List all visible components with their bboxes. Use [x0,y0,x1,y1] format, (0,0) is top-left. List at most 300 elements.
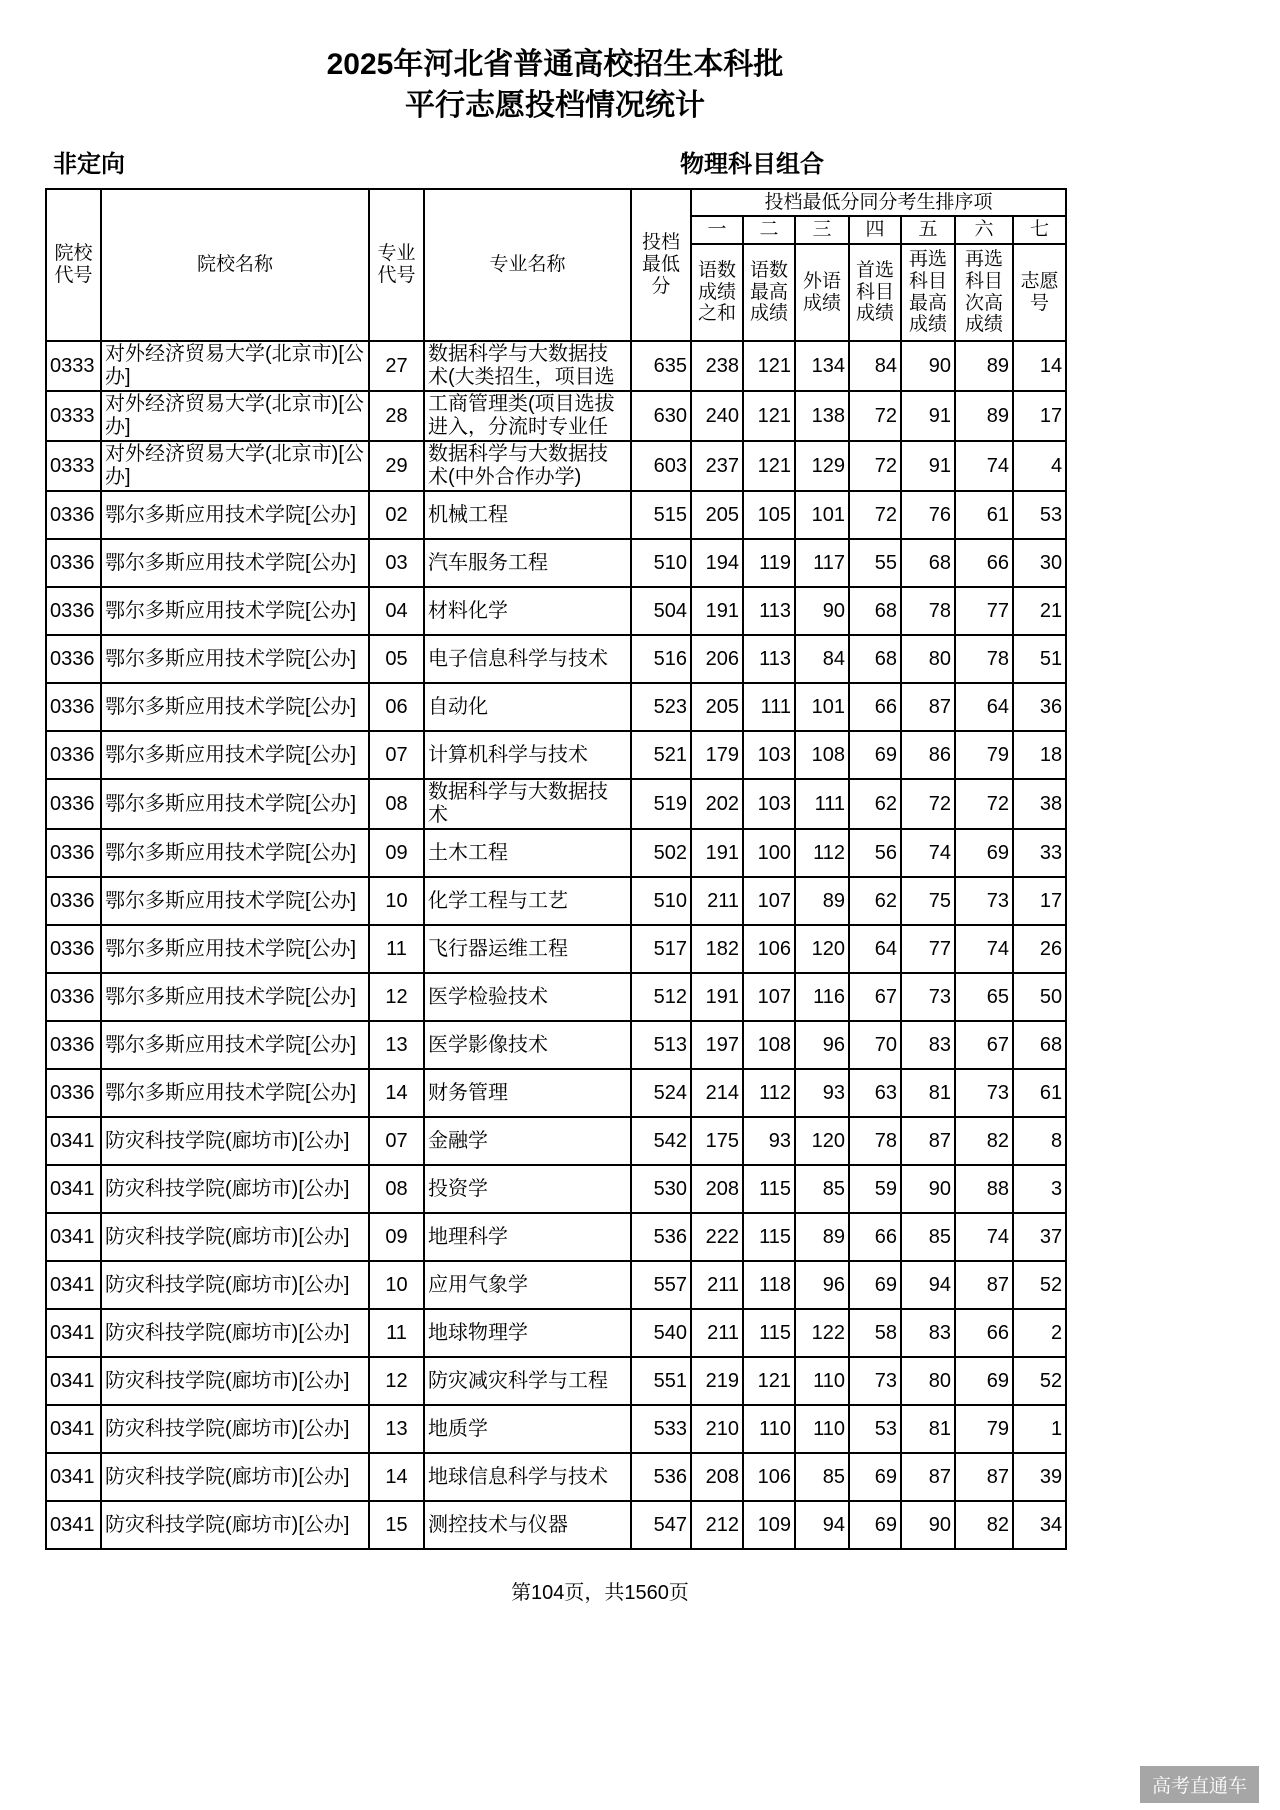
major-name-cell: 应用气象学 [424,1261,631,1309]
tiebreak-2-cell: 115 [743,1309,795,1357]
college-name-cell: 鄂尔多斯应用技术学院[公办] [101,779,369,829]
tiebreak-7-cell: 21 [1013,587,1066,635]
table-row [46,635,1066,683]
tiebreak-2-cell: 113 [743,635,795,683]
min-score-cell: 547 [631,1501,691,1549]
tiebreak-4-cell: 67 [849,973,901,1021]
tiebreak-6-cell: 69 [955,829,1013,877]
tiebreak-3-cell: 89 [795,1213,849,1261]
tiebreak-2-cell: 106 [743,1453,795,1501]
table-row [46,1357,1066,1405]
tiebreak-6-cell: 82 [955,1117,1013,1165]
tiebreak-4-cell: 72 [849,441,901,491]
min-score-cell: 551 [631,1357,691,1405]
watermark-badge: 高考直通车 [1140,1766,1259,1803]
tiebreak-1-cell: 191 [691,587,743,635]
college-name-cell: 对外经济贸易大学(北京市)[公办] [101,341,369,391]
tiebreak-1-cell: 191 [691,829,743,877]
page-indicator: 第104页，共1560页 [511,1582,689,1604]
major-code-cell: 09 [369,829,424,877]
header-college-name: 院校名称 [101,189,369,341]
major-code-cell: 06 [369,683,424,731]
table-row [46,683,1066,731]
tiebreak-6-cell: 72 [955,779,1013,829]
min-score-cell: 603 [631,441,691,491]
major-name-cell: 数据科学与大数据技术 [424,779,631,829]
tiebreak-3-cell: 96 [795,1261,849,1309]
table-body [46,341,1066,1549]
tiebreak-6-cell: 88 [955,1165,1013,1213]
tiebreak-2-cell: 107 [743,973,795,1021]
college-name-cell: 鄂尔多斯应用技术学院[公办] [101,973,369,1021]
tiebreak-6-cell: 66 [955,1309,1013,1357]
major-code-cell: 08 [369,1165,424,1213]
tiebreak-3-cell: 85 [795,1165,849,1213]
tiebreak-7-cell: 30 [1013,539,1066,587]
table-row [46,829,1066,877]
major-name-cell: 自动化 [424,683,631,731]
table-row [46,1021,1066,1069]
table-row [46,1501,1066,1549]
label-row [45,144,1065,176]
college-name-cell: 鄂尔多斯应用技术学院[公办] [101,1069,369,1117]
tiebreak-7-cell: 18 [1013,731,1066,779]
tiebreak-3-cell: 112 [795,829,849,877]
tiebreak-2-cell: 109 [743,1501,795,1549]
tiebreak-3-cell: 120 [795,1117,849,1165]
table-row [46,441,1066,491]
tiebreak-7-cell: 2 [1013,1309,1066,1357]
tiebreak-1-cell: 175 [691,1117,743,1165]
tiebreak-4-cell: 66 [849,1213,901,1261]
college-name-cell: 防灾科技学院(廊坊市)[公办] [101,1165,369,1213]
tiebreak-4-cell: 58 [849,1309,901,1357]
tiebreak-7-cell: 17 [1013,877,1066,925]
header-ordinal-1: 一 [691,216,743,244]
college-code-cell: 0333 [46,391,101,441]
table-row [46,1261,1066,1309]
tiebreak-6-cell: 89 [955,391,1013,441]
tiebreak-5-cell: 94 [901,1261,955,1309]
major-code-cell: 10 [369,1261,424,1309]
tiebreak-3-cell: 116 [795,973,849,1021]
tiebreak-3-cell: 101 [795,491,849,539]
table-row [46,587,1066,635]
tiebreak-1-cell: 211 [691,1261,743,1309]
tiebreak-4-cell: 73 [849,1357,901,1405]
header-ordinal-7: 七 [1013,216,1066,244]
tiebreak-4-cell: 68 [849,587,901,635]
college-code-cell: 0341 [46,1213,101,1261]
tiebreak-5-cell: 83 [901,1309,955,1357]
tiebreak-5-cell: 74 [901,829,955,877]
college-name-cell: 防灾科技学院(廊坊市)[公办] [101,1453,369,1501]
college-code-cell: 0336 [46,973,101,1021]
tiebreak-2-cell: 93 [743,1117,795,1165]
tiebreak-7-cell: 4 [1013,441,1066,491]
tiebreak-2-cell: 119 [743,539,795,587]
tiebreak-1-cell: 206 [691,635,743,683]
min-score-cell: 523 [631,683,691,731]
tiebreak-4-cell: 69 [849,731,901,779]
major-name-cell: 土木工程 [424,829,631,877]
tiebreak-5-cell: 77 [901,925,955,973]
header-major-name: 专业名称 [424,189,631,341]
tiebreak-2-cell: 118 [743,1261,795,1309]
table-row [46,1069,1066,1117]
tiebreak-5-cell: 81 [901,1405,955,1453]
tiebreak-6-cell: 61 [955,491,1013,539]
college-name-cell: 鄂尔多斯应用技术学院[公办] [101,925,369,973]
header-ordinal-6: 六 [955,216,1013,244]
header-min-score: 投档最低分 [631,189,691,341]
tiebreak-3-cell: 134 [795,341,849,391]
college-code-cell: 0336 [46,779,101,829]
tiebreak-7-cell: 52 [1013,1261,1066,1309]
tiebreak-1-cell: 202 [691,779,743,829]
page-content [45,0,1065,1605]
college-name-cell: 对外经济贸易大学(北京市)[公办] [101,391,369,441]
college-code-cell: 0341 [46,1501,101,1549]
tiebreak-4-cell: 62 [849,779,901,829]
tiebreak-6-cell: 74 [955,1213,1013,1261]
header-row-1 [46,189,1066,216]
tiebreak-7-cell: 37 [1013,1213,1066,1261]
tiebreak-3-cell: 110 [795,1357,849,1405]
min-score-cell: 542 [631,1117,691,1165]
tiebreak-4-cell: 62 [849,877,901,925]
tiebreak-3-cell: 84 [795,635,849,683]
tiebreak-6-cell: 74 [955,441,1013,491]
tiebreak-7-cell: 61 [1013,1069,1066,1117]
tiebreak-5-cell: 80 [901,1357,955,1405]
tiebreak-6-cell: 69 [955,1357,1013,1405]
table-row [46,731,1066,779]
table-row [46,925,1066,973]
college-name-cell: 防灾科技学院(廊坊市)[公办] [101,1117,369,1165]
tiebreak-6-cell: 82 [955,1501,1013,1549]
college-code-cell: 0333 [46,341,101,391]
tiebreak-7-cell: 38 [1013,779,1066,829]
major-name-cell: 飞行器运维工程 [424,925,631,973]
tiebreak-7-cell: 39 [1013,1453,1066,1501]
header-ordinal-4: 四 [849,216,901,244]
major-code-cell: 14 [369,1453,424,1501]
major-name-cell: 测控技术与仪器 [424,1501,631,1549]
tiebreak-1-cell: 222 [691,1213,743,1261]
tiebreak-4-cell: 56 [849,829,901,877]
major-code-cell: 07 [369,731,424,779]
college-name-cell: 鄂尔多斯应用技术学院[公办] [101,635,369,683]
tiebreak-3-cell: 110 [795,1405,849,1453]
major-code-cell: 13 [369,1405,424,1453]
tiebreak-6-cell: 74 [955,925,1013,973]
major-name-cell: 防灾减灾科学与工程 [424,1357,631,1405]
tiebreak-5-cell: 73 [901,973,955,1021]
tiebreak-1-cell: 214 [691,1069,743,1117]
header-tiebreak-group: 投档最低分同分考生排序项 [691,189,1066,216]
min-score-cell: 510 [631,539,691,587]
college-code-cell: 0341 [46,1165,101,1213]
table-row [46,391,1066,441]
min-score-cell: 513 [631,1021,691,1069]
tiebreak-6-cell: 87 [955,1261,1013,1309]
tiebreak-2-cell: 121 [743,1357,795,1405]
tiebreak-6-cell: 73 [955,1069,1013,1117]
college-code-cell: 0341 [46,1117,101,1165]
college-name-cell: 鄂尔多斯应用技术学院[公办] [101,683,369,731]
page-title-line1: 2025年河北省普通高校招生本科批 [326,48,784,81]
min-score-cell: 557 [631,1261,691,1309]
header-tiebreak-7: 志愿号 [1013,244,1066,341]
min-score-cell: 630 [631,391,691,441]
tiebreak-1-cell: 197 [691,1021,743,1069]
tiebreak-3-cell: 129 [795,441,849,491]
tiebreak-1-cell: 237 [691,441,743,491]
college-name-cell: 鄂尔多斯应用技术学院[公办] [101,731,369,779]
college-code-cell: 0336 [46,877,101,925]
tiebreak-5-cell: 91 [901,391,955,441]
min-score-cell: 517 [631,925,691,973]
tiebreak-2-cell: 121 [743,341,795,391]
tiebreak-7-cell: 68 [1013,1021,1066,1069]
tiebreak-4-cell: 64 [849,925,901,973]
header-tiebreak-3: 外语成绩 [795,244,849,341]
college-name-cell: 鄂尔多斯应用技术学院[公办] [101,587,369,635]
tiebreak-3-cell: 101 [795,683,849,731]
tiebreak-7-cell: 26 [1013,925,1066,973]
tiebreak-5-cell: 87 [901,683,955,731]
tiebreak-5-cell: 78 [901,587,955,635]
tiebreak-5-cell: 76 [901,491,955,539]
tiebreak-2-cell: 103 [743,779,795,829]
subject-combo-label: 物理科目组合 [680,151,824,178]
tiebreak-5-cell: 85 [901,1213,955,1261]
major-name-cell: 数据科学与大数据技术(大类招生，项目选 [424,341,631,391]
college-name-cell: 防灾科技学院(廊坊市)[公办] [101,1501,369,1549]
major-name-cell: 地球物理学 [424,1309,631,1357]
college-name-cell: 鄂尔多斯应用技术学院[公办] [101,829,369,877]
major-code-cell: 14 [369,1069,424,1117]
tiebreak-6-cell: 66 [955,539,1013,587]
min-score-cell: 635 [631,341,691,391]
tiebreak-4-cell: 72 [849,391,901,441]
tiebreak-1-cell: 219 [691,1357,743,1405]
header-tiebreak-4: 首选科目成绩 [849,244,901,341]
tiebreak-3-cell: 96 [795,1021,849,1069]
tiebreak-1-cell: 179 [691,731,743,779]
college-code-cell: 0341 [46,1357,101,1405]
tiebreak-4-cell: 59 [849,1165,901,1213]
college-name-cell: 防灾科技学院(廊坊市)[公办] [101,1357,369,1405]
min-score-cell: 521 [631,731,691,779]
major-name-cell: 金融学 [424,1117,631,1165]
tiebreak-3-cell: 122 [795,1309,849,1357]
table-header [46,189,1066,341]
major-code-cell: 28 [369,391,424,441]
min-score-cell: 504 [631,587,691,635]
tiebreak-7-cell: 52 [1013,1357,1066,1405]
tiebreak-4-cell: 72 [849,491,901,539]
tiebreak-7-cell: 36 [1013,683,1066,731]
tiebreak-5-cell: 75 [901,877,955,925]
college-code-cell: 0336 [46,829,101,877]
tiebreak-6-cell: 79 [955,731,1013,779]
tiebreak-7-cell: 34 [1013,1501,1066,1549]
major-code-cell: 12 [369,973,424,1021]
table-row [46,779,1066,829]
tiebreak-2-cell: 121 [743,441,795,491]
tiebreak-1-cell: 211 [691,1309,743,1357]
min-score-cell: 524 [631,1069,691,1117]
major-name-cell: 地球信息科学与技术 [424,1453,631,1501]
tiebreak-2-cell: 112 [743,1069,795,1117]
tiebreak-3-cell: 90 [795,587,849,635]
tiebreak-6-cell: 73 [955,877,1013,925]
major-name-cell: 机械工程 [424,491,631,539]
major-name-cell: 财务管理 [424,1069,631,1117]
college-name-cell: 防灾科技学院(廊坊市)[公办] [101,1261,369,1309]
tiebreak-3-cell: 93 [795,1069,849,1117]
tiebreak-3-cell: 117 [795,539,849,587]
tiebreak-1-cell: 194 [691,539,743,587]
min-score-cell: 536 [631,1453,691,1501]
major-name-cell: 工商管理类(项目选拔进入，分流时专业任 [424,391,631,441]
major-name-cell: 汽车服务工程 [424,539,631,587]
min-score-cell: 515 [631,491,691,539]
min-score-cell: 530 [631,1165,691,1213]
tiebreak-1-cell: 211 [691,877,743,925]
tiebreak-4-cell: 69 [849,1501,901,1549]
header-tiebreak-6: 再选科目次高成绩 [955,244,1013,341]
college-code-cell: 0336 [46,587,101,635]
tiebreak-5-cell: 86 [901,731,955,779]
tiebreak-5-cell: 90 [901,341,955,391]
major-code-cell: 15 [369,1501,424,1549]
tiebreak-2-cell: 105 [743,491,795,539]
tiebreak-2-cell: 121 [743,391,795,441]
college-code-cell: 0336 [46,491,101,539]
major-code-cell: 08 [369,779,424,829]
major-name-cell: 医学检验技术 [424,973,631,1021]
tiebreak-3-cell: 138 [795,391,849,441]
tiebreak-6-cell: 89 [955,341,1013,391]
table-row [46,341,1066,391]
tiebreak-7-cell: 3 [1013,1165,1066,1213]
major-code-cell: 27 [369,341,424,391]
college-code-cell: 0336 [46,1021,101,1069]
college-code-cell: 0336 [46,539,101,587]
tiebreak-1-cell: 191 [691,973,743,1021]
tiebreak-7-cell: 1 [1013,1405,1066,1453]
min-score-cell: 510 [631,877,691,925]
tiebreak-1-cell: 205 [691,491,743,539]
college-code-cell: 0341 [46,1309,101,1357]
tiebreak-1-cell: 208 [691,1453,743,1501]
tiebreak-6-cell: 87 [955,1453,1013,1501]
tiebreak-7-cell: 51 [1013,635,1066,683]
tiebreak-1-cell: 205 [691,683,743,731]
tiebreak-4-cell: 84 [849,341,901,391]
tiebreak-5-cell: 72 [901,779,955,829]
min-score-cell: 540 [631,1309,691,1357]
tiebreak-3-cell: 111 [795,779,849,829]
major-name-cell: 数据科学与大数据技术(中外合作办学) [424,441,631,491]
major-code-cell: 29 [369,441,424,491]
tiebreak-4-cell: 55 [849,539,901,587]
tiebreak-2-cell: 110 [743,1405,795,1453]
min-score-cell: 519 [631,779,691,829]
tiebreak-2-cell: 106 [743,925,795,973]
tiebreak-1-cell: 182 [691,925,743,973]
min-score-cell: 533 [631,1405,691,1453]
major-code-cell: 05 [369,635,424,683]
major-code-cell: 03 [369,539,424,587]
table-row [46,1165,1066,1213]
tiebreak-6-cell: 77 [955,587,1013,635]
tiebreak-5-cell: 87 [901,1117,955,1165]
table-row [46,973,1066,1021]
header-ordinal-3: 三 [795,216,849,244]
table-row [46,1309,1066,1357]
min-score-cell: 512 [631,973,691,1021]
major-name-cell: 电子信息科学与技术 [424,635,631,683]
major-code-cell: 07 [369,1117,424,1165]
header-tiebreak-1: 语数成绩之和 [691,244,743,341]
tiebreak-5-cell: 68 [901,539,955,587]
tiebreak-4-cell: 63 [849,1069,901,1117]
college-name-cell: 鄂尔多斯应用技术学院[公办] [101,539,369,587]
tiebreak-5-cell: 90 [901,1165,955,1213]
college-code-cell: 0336 [46,1069,101,1117]
tiebreak-2-cell: 107 [743,877,795,925]
major-code-cell: 10 [369,877,424,925]
page-title-line2: 平行志愿投档情况统计 [405,88,705,122]
college-code-cell: 0341 [46,1261,101,1309]
min-score-cell: 502 [631,829,691,877]
tiebreak-5-cell: 80 [901,635,955,683]
min-score-cell: 536 [631,1213,691,1261]
tiebreak-3-cell: 120 [795,925,849,973]
tiebreak-1-cell: 210 [691,1405,743,1453]
tiebreak-2-cell: 100 [743,829,795,877]
tiebreak-6-cell: 79 [955,1405,1013,1453]
tiebreak-2-cell: 108 [743,1021,795,1069]
college-code-cell: 0333 [46,441,101,491]
college-code-cell: 0336 [46,731,101,779]
college-name-cell: 防灾科技学院(廊坊市)[公办] [101,1405,369,1453]
college-code-cell: 0341 [46,1405,101,1453]
tiebreak-4-cell: 66 [849,683,901,731]
tiebreak-6-cell: 64 [955,683,1013,731]
tiebreak-1-cell: 238 [691,341,743,391]
tiebreak-4-cell: 69 [849,1261,901,1309]
tiebreak-2-cell: 113 [743,587,795,635]
min-score-cell: 516 [631,635,691,683]
major-name-cell: 医学影像技术 [424,1021,631,1069]
table-row [46,539,1066,587]
college-name-cell: 对外经济贸易大学(北京市)[公办] [101,441,369,491]
tiebreak-4-cell: 69 [849,1453,901,1501]
college-code-cell: 0341 [46,1453,101,1501]
college-name-cell: 鄂尔多斯应用技术学院[公办] [101,877,369,925]
tiebreak-7-cell: 50 [1013,973,1066,1021]
tiebreak-2-cell: 115 [743,1213,795,1261]
header-tiebreak-5: 再选科目最高成绩 [901,244,955,341]
major-name-cell: 计算机科学与技术 [424,731,631,779]
tiebreak-4-cell: 53 [849,1405,901,1453]
header-ordinal-2: 二 [743,216,795,244]
